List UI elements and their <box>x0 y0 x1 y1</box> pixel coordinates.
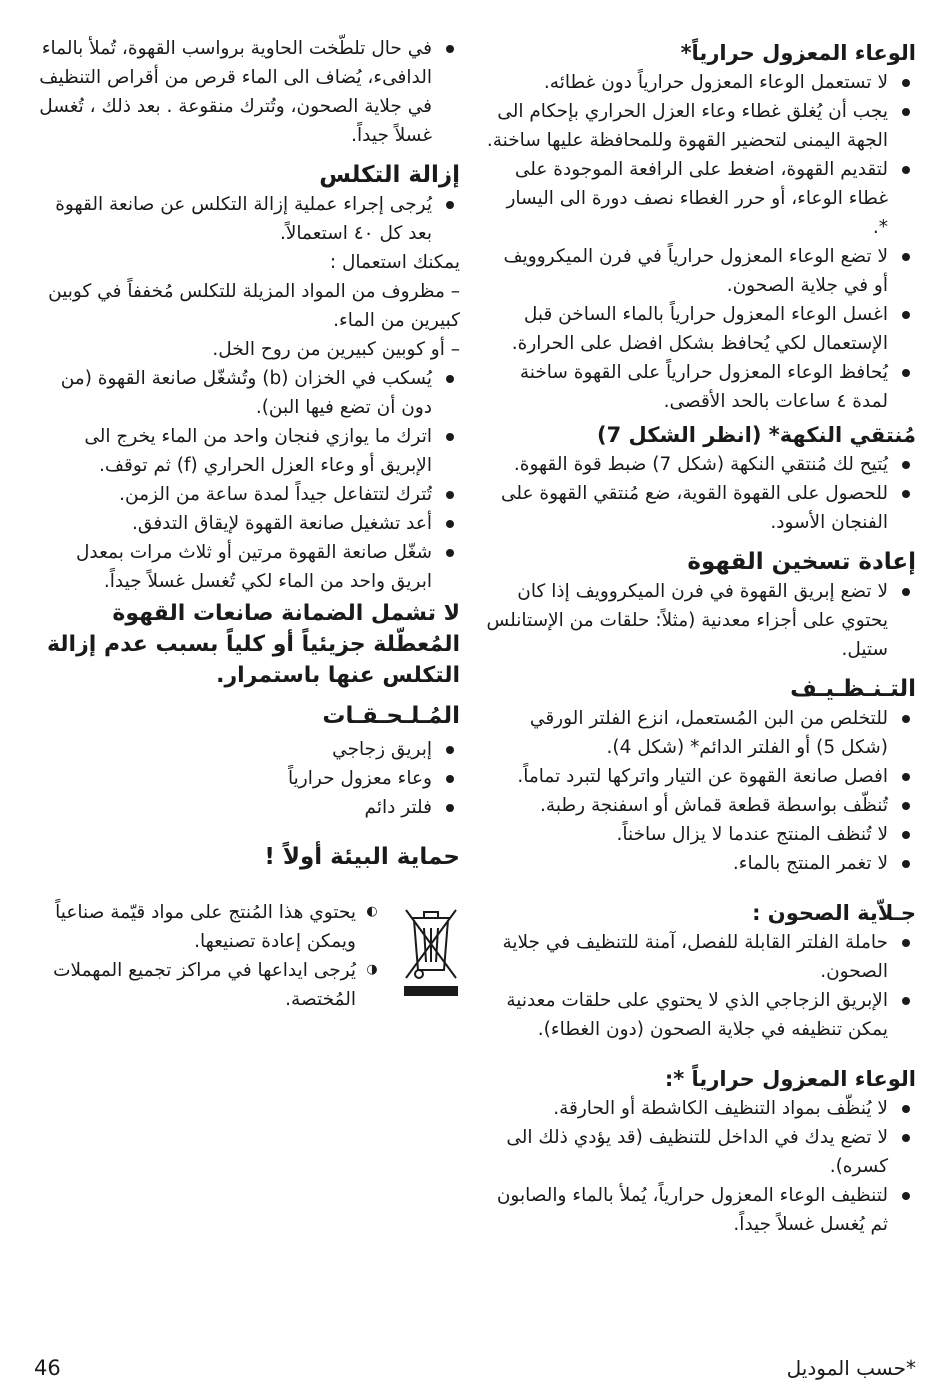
environment-block <box>30 898 460 1018</box>
left-column <box>30 34 460 1018</box>
list-item: لا يُنظّف بمواد التنظيف الكاشطة أو الحارقة. <box>486 1094 916 1123</box>
list-item: يُتيح لك مُنتقي النكهة (شكل 7) ضبط قوة القهوة. <box>486 450 916 479</box>
reheat-list <box>486 577 916 664</box>
list-item: اترك ما يوازي فنجان واحد من الماء يخرج الى الإبريق أو وعاء العزل الحراري (f) ثم توقف. <box>30 422 460 480</box>
can-use-label: يمكنك استعمال : <box>329 252 460 273</box>
descaling-intro-list <box>30 190 460 248</box>
cleaning-list <box>486 704 916 878</box>
list-item: لتنظيف الوعاء المعزول حرارياً، يُملأ بالماء والصابون ثم يُغسل غسلاً جيداً. <box>486 1181 916 1239</box>
page-number: 46 <box>34 1356 61 1380</box>
collection-note: ◑ يُرجى ايداعها في مراكز تجميع المهملات المُختصة. <box>42 956 382 1014</box>
dishwasher-list <box>486 928 916 1044</box>
collection-icon: ◑ <box>366 962 378 977</box>
list-item: فلتر دائم <box>30 793 460 822</box>
descaler-option: – مظروف من المواد المزيلة للتكلس مُخففاً في كوبين كبيرين من الماء. <box>48 281 460 331</box>
list-item: لا تستعمل الوعاء المعزول حرارياً دون غطائه. <box>486 68 916 97</box>
list-item: يُرجى إجراء عملية إزالة التكلس عن صانعة القهوة بعد كل ٤٠ استعمالاً. <box>30 190 460 248</box>
list-item: لتقديم القهوة، اضغط على الرافعة الموجودة على غطاء الوعاء، أو حرر الغطاء نصف دورة الى اليسار *. <box>486 155 916 242</box>
list-item: في حال تلطّخت الحاوية برواسب القهوة، تُملأ بالماء الدافىء، يُضاف الى الماء قرص من أقراص التنظيف في جلاية الصحون، وتُترك منقوعة . بعد ذلك ، تُغسل غسلاً جيداً. <box>30 34 460 150</box>
list-item: لا تضع الوعاء المعزول حرارياً في فرن الميكروويف أو في جلاية الصحون. <box>486 242 916 300</box>
list-item: يُسكب في الخزان (b) وتُشغّل صانعة القهوة (من دون أن تضع فيها البن). <box>30 364 460 422</box>
stain-list <box>30 34 460 150</box>
heading-accessories: المُـلـحـقـات <box>322 703 460 729</box>
list-item: لا تغمر المنتج بالماء. <box>486 849 916 878</box>
list-item: لا تضع يدك في الداخل للتنظيف (قد يؤدي ذلك الى كسره). <box>486 1123 916 1181</box>
list-item: وعاء معزول حرارياً <box>30 764 460 793</box>
list-item: اغسل الوعاء المعزول حرارياً بالماء الساخن قبل الإستعمال لكي يُحافظ بشكل افضل على الحرارة. <box>486 300 916 358</box>
recycle-icon: ◐ <box>366 904 378 919</box>
heading-aroma-selector: مُنتقي النكهة* (انظر الشكل 7) <box>596 423 916 447</box>
recyclable-note: ◐ يحتوي هذا المُنتج على مواد قيّمة صناعياً ويمكن إعادة تصنيعها. <box>42 898 382 956</box>
model-footnote: *حسب الموديل <box>786 1356 916 1380</box>
list-item: للحصول على القهوة القوية، ضع مُنتقي القهوة على الفنجان الأسود. <box>486 479 916 537</box>
heading-descaling: إزالة التكلس <box>319 162 460 188</box>
heading-dishwasher: جـلاّية الصحون : <box>752 901 916 925</box>
right-column <box>486 34 916 1239</box>
warranty-warning: لا تشمل الضمانة صانعات القهوة المُعطّلة جزيئياً أو كلياً بسبب عدم إزالة التكلس عنها باستمرار. <box>46 601 460 688</box>
list-item: تُنظّف بواسطة قطعة قماش أو اسفنجة رطبة. <box>486 791 916 820</box>
list-item: يُحافظ الوعاء المعزول حرارياً على القهوة ساخنة لمدة ٤ ساعات بالحد الأقصى. <box>486 358 916 416</box>
list-item: تُترك لتتفاعل جيداً لمدة ساعة من الزمن. <box>30 480 460 509</box>
vinegar-option: – أو كوبين كبيرين من روح الخل. <box>212 339 460 360</box>
heading-environment: حماية البيئة أولاً ! <box>264 844 460 870</box>
list-item: لا تضع إبريق القهوة في فرن الميكروويف إذا كان يحتوي على أجزاء معدنية (مثلاً: حلقات من الإستانلس ستيل. <box>486 577 916 664</box>
heading-thermal-jug: الوعاء المعزول حرارياً* <box>680 41 916 65</box>
list-item: شغّل صانعة القهوة مرتين أو ثلاث مرات بمعدل ابريق واحد من الماء لكي تُغسل غسلاً جيداً. <box>30 538 460 596</box>
list-item: إبريق زجاجي <box>30 735 460 764</box>
list-item: لا تُنظف المنتج عندما لا يزال ساخناً. <box>486 820 916 849</box>
list-item: أعد تشغيل صانعة القهوة لإيقاق التدفق. <box>30 509 460 538</box>
descaling-steps-list <box>30 364 460 596</box>
list-item: حاملة الفلتر القابلة للفصل، آمنة للتنظيف في جلاية الصحون. <box>486 928 916 986</box>
list-item: يجب أن يُغلق غطاء وعاء العزل الحراري بإحكام الى الجهة اليمنى لتحضير القهوة وللمحافظة عليها ساخنة. <box>486 97 916 155</box>
thermal-jug-cleaning-list <box>486 1094 916 1239</box>
list-item: للتخلص من البن المُستعمل، انزع الفلتر الورقي (شكل 5) أو الفلتر الدائم* (شكل 4). <box>486 704 916 762</box>
accessories-list <box>30 735 460 822</box>
environment-text <box>42 898 382 1014</box>
heading-reheat: إعادة تسخين القهوة <box>687 549 916 575</box>
aroma-list <box>486 450 916 537</box>
list-item: الإبريق الزجاجي الذي لا يحتوي على حلقات معدنية يمكن تنظيفه في جلاية الصحون (دون الغطاء). <box>486 986 916 1044</box>
heading-cleaning: التـنـظـيـف <box>790 676 916 702</box>
thermal-jug-list <box>486 68 916 416</box>
heading-thermal-jug-cleaning: الوعاء المعزول حرارياً *: <box>664 1067 916 1091</box>
list-item: افصل صانعة القهوة عن التيار واتركها لتبرد تماماً. <box>486 762 916 791</box>
crossed-bin-icon <box>402 904 460 998</box>
